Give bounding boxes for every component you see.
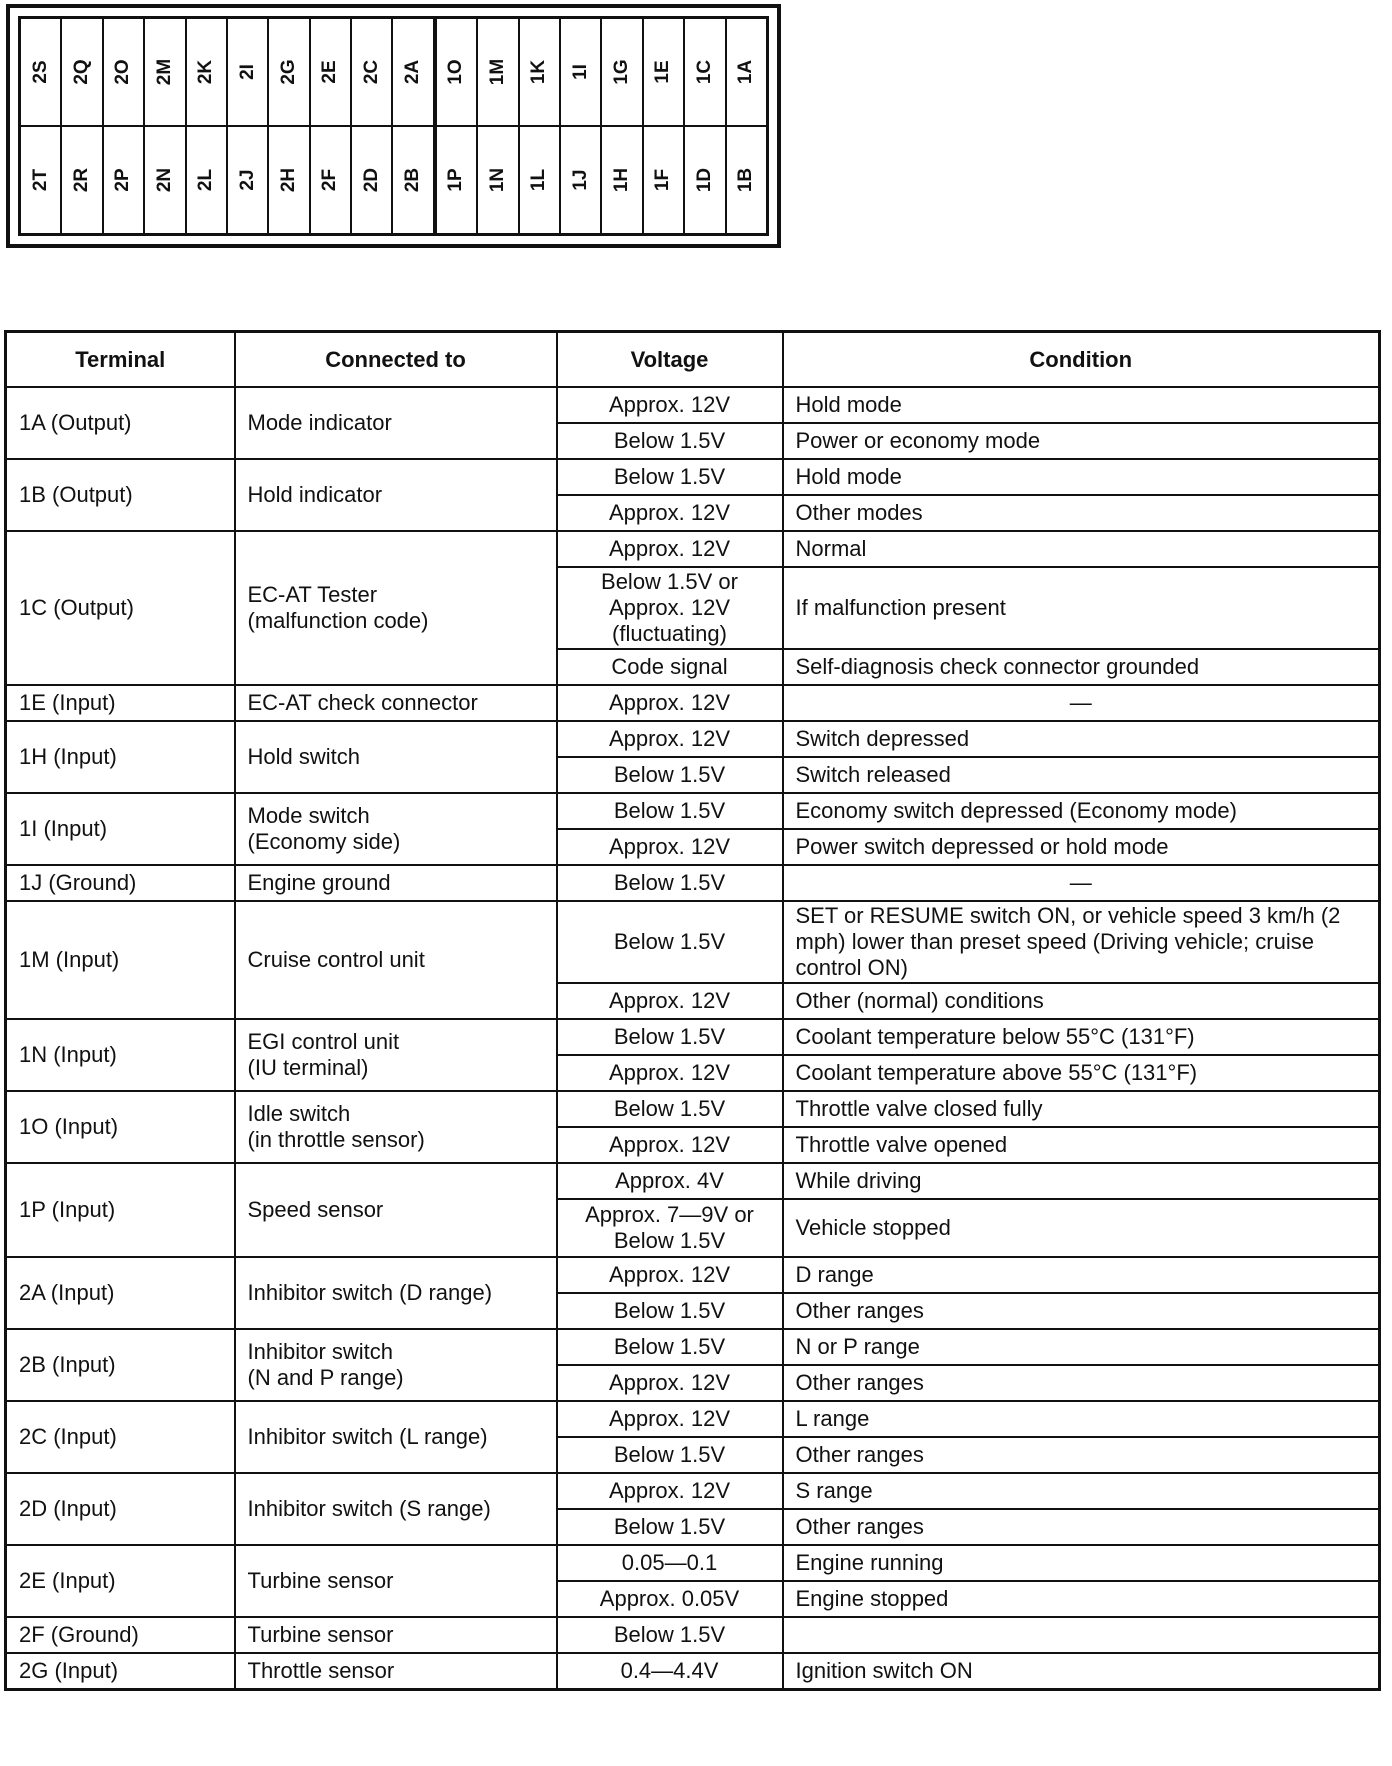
connector-pin — [311, 127, 352, 233]
cell-condition: Economy switch depressed (Economy mode) — [783, 793, 1380, 829]
table-row — [6, 685, 1380, 721]
cell-condition: Other ranges — [783, 1509, 1380, 1545]
connector-diagram — [6, 4, 781, 248]
connector-pin — [269, 127, 310, 233]
pin-label: 1G — [611, 59, 633, 85]
connector-pin — [561, 19, 602, 125]
pin-label: 2A — [402, 59, 424, 85]
cell-terminal: 1I (Input) — [6, 793, 235, 865]
table-row — [6, 793, 1380, 829]
cell-voltage: Approx. 12V — [557, 1365, 783, 1401]
cell-connected-to: EGI control unit (IU terminal) — [235, 1019, 557, 1091]
pin-label: 1K — [528, 59, 550, 85]
connector-pin — [62, 19, 103, 125]
pin-row-bottom — [21, 125, 433, 233]
cell-voltage: Approx. 12V — [557, 495, 783, 531]
cell-condition: Power or economy mode — [783, 423, 1380, 459]
table-row — [6, 1617, 1380, 1653]
cell-voltage: Below 1.5V — [557, 757, 783, 793]
pin-label: 1E — [652, 60, 674, 84]
cell-terminal: 1J (Ground) — [6, 865, 235, 901]
connector-pin — [478, 19, 519, 125]
cell-voltage: Below 1.5V — [557, 1509, 783, 1545]
cell-condition: L range — [783, 1401, 1380, 1437]
cell-terminal: 2B (Input) — [6, 1329, 235, 1401]
pin-row-top — [21, 19, 433, 125]
cell-condition: D range — [783, 1257, 1380, 1293]
connector-pin — [145, 19, 186, 125]
pin-label: 2G — [277, 59, 299, 85]
connector-pin — [685, 19, 726, 125]
pin-label: 2O — [112, 59, 134, 85]
cell-terminal: 2A (Input) — [6, 1257, 235, 1329]
pin-label: 1D — [693, 167, 715, 193]
cell-voltage: Approx. 12V — [557, 721, 783, 757]
table-row — [6, 721, 1380, 757]
cell-condition: Throttle valve closed fully — [783, 1091, 1380, 1127]
cell-voltage: Below 1.5V — [557, 901, 783, 983]
cell-condition: Ignition switch ON — [783, 1653, 1380, 1690]
pin-label: 1B — [735, 167, 757, 193]
pin-label: 2L — [195, 168, 217, 192]
cell-condition: Other ranges — [783, 1365, 1380, 1401]
cell-voltage: Below 1.5V — [557, 1329, 783, 1365]
pin-label: 2J — [236, 169, 258, 191]
pin-label: 1I — [569, 64, 591, 80]
table-row — [6, 865, 1380, 901]
connector-pin — [352, 19, 393, 125]
cell-condition: — — [783, 685, 1380, 721]
cell-condition: Other ranges — [783, 1437, 1380, 1473]
pin-label: 2M — [153, 58, 175, 86]
connector-half-2 — [21, 19, 433, 233]
connector-pin — [393, 19, 432, 125]
cell-terminal: 2E (Input) — [6, 1545, 235, 1617]
header-condition: Condition — [783, 332, 1380, 388]
cell-condition — [783, 1617, 1380, 1653]
cell-terminal: 2D (Input) — [6, 1473, 235, 1545]
cell-voltage: 0.05—0.1 — [557, 1545, 783, 1581]
table-row — [6, 387, 1380, 423]
cell-condition: Normal — [783, 531, 1380, 567]
cell-connected-to: Turbine sensor — [235, 1617, 557, 1653]
pin-label: 1F — [652, 168, 674, 192]
table-row — [6, 1401, 1380, 1437]
cell-connected-to: Hold switch — [235, 721, 557, 793]
header-terminal: Terminal — [6, 332, 235, 388]
pin-label: 2E — [319, 60, 341, 84]
connector-pin — [62, 127, 103, 233]
cell-connected-to: EC-AT Tester (malfunction code) — [235, 531, 557, 685]
cell-condition: Vehicle stopped — [783, 1199, 1380, 1257]
cell-connected-to: Hold indicator — [235, 459, 557, 531]
cell-terminal: 1B (Output) — [6, 459, 235, 531]
cell-condition: Engine running — [783, 1545, 1380, 1581]
table-row — [6, 901, 1380, 983]
cell-voltage: Below 1.5V — [557, 793, 783, 829]
cell-voltage: Below 1.5V — [557, 423, 783, 459]
cell-condition: Coolant temperature above 55°C (131°F) — [783, 1055, 1380, 1091]
cell-terminal: 1C (Output) — [6, 531, 235, 685]
connector-pin — [437, 19, 478, 125]
cell-connected-to: Cruise control unit — [235, 901, 557, 1019]
connector-pin — [520, 19, 561, 125]
connector-pin — [228, 127, 269, 233]
cell-voltage: Approx. 12V — [557, 983, 783, 1019]
cell-voltage: Below 1.5V — [557, 1091, 783, 1127]
connector-pin — [727, 19, 766, 125]
table-header-row — [6, 332, 1380, 388]
connector-pin — [393, 127, 432, 233]
connector-pin — [437, 127, 478, 233]
cell-condition: If malfunction present — [783, 567, 1380, 649]
cell-terminal: 1P (Input) — [6, 1163, 235, 1257]
cell-voltage: Code signal — [557, 649, 783, 685]
cell-voltage: Below 1.5V — [557, 1617, 783, 1653]
table-row — [6, 1257, 1380, 1293]
cell-condition: S range — [783, 1473, 1380, 1509]
cell-terminal: 1E (Input) — [6, 685, 235, 721]
pin-label: 2N — [153, 167, 175, 193]
cell-condition: Power switch depressed or hold mode — [783, 829, 1380, 865]
header-connected-to: Connected to — [235, 332, 557, 388]
connector-pin — [561, 127, 602, 233]
cell-voltage: Approx. 12V — [557, 1127, 783, 1163]
cell-terminal: 2C (Input) — [6, 1401, 235, 1473]
cell-terminal: 2G (Input) — [6, 1653, 235, 1690]
pin-row-top — [437, 19, 766, 125]
cell-terminal: 1A (Output) — [6, 387, 235, 459]
connector-face — [18, 16, 769, 236]
cell-condition: Hold mode — [783, 459, 1380, 495]
table-row — [6, 1163, 1380, 1199]
connector-pin — [187, 127, 228, 233]
cell-condition: Other modes — [783, 495, 1380, 531]
cell-connected-to: Throttle sensor — [235, 1653, 557, 1690]
cell-voltage: Approx. 4V — [557, 1163, 783, 1199]
cell-connected-to: Inhibitor switch (S range) — [235, 1473, 557, 1545]
pin-label: 2S — [29, 60, 51, 84]
pin-label: 1J — [569, 169, 591, 191]
cell-condition: — — [783, 865, 1380, 901]
table-row — [6, 459, 1380, 495]
connector-pin — [352, 127, 393, 233]
cell-terminal: 1O (Input) — [6, 1091, 235, 1163]
table-body — [6, 387, 1380, 1690]
pin-label: 2P — [112, 168, 134, 192]
cell-voltage: Approx. 12V — [557, 1401, 783, 1437]
cell-voltage: Approx. 12V — [557, 829, 783, 865]
cell-terminal: 1M (Input) — [6, 901, 235, 1019]
cell-connected-to: Engine ground — [235, 865, 557, 901]
pin-label: 1N — [486, 167, 508, 193]
cell-condition: Throttle valve opened — [783, 1127, 1380, 1163]
header-voltage: Voltage — [557, 332, 783, 388]
cell-connected-to: Inhibitor switch (D range) — [235, 1257, 557, 1329]
connector-pin — [520, 127, 561, 233]
connector-pin — [21, 127, 62, 233]
pin-label: 1H — [611, 167, 633, 193]
cell-connected-to: Inhibitor switch (N and P range) — [235, 1329, 557, 1401]
table-row — [6, 1545, 1380, 1581]
connector-pin — [602, 19, 643, 125]
cell-voltage: Below 1.5V — [557, 865, 783, 901]
cell-voltage: Approx. 12V — [557, 1473, 783, 1509]
pin-label: 2T — [29, 168, 51, 192]
table-row — [6, 1329, 1380, 1365]
cell-voltage: Below 1.5V — [557, 1293, 783, 1329]
pin-label: 2B — [402, 167, 424, 193]
connector-pin — [478, 127, 519, 233]
cell-voltage: Approx. 12V — [557, 685, 783, 721]
cell-terminal: 1N (Input) — [6, 1019, 235, 1091]
table-row — [6, 1019, 1380, 1055]
cell-terminal: 1H (Input) — [6, 721, 235, 793]
connector-pin — [644, 19, 685, 125]
cell-connected-to: Mode indicator — [235, 387, 557, 459]
connector-pin — [727, 127, 766, 233]
cell-condition: Other (normal) conditions — [783, 983, 1380, 1019]
connector-pin — [104, 127, 145, 233]
pin-label: 2K — [195, 59, 217, 85]
cell-voltage: Approx. 7—9V or Below 1.5V — [557, 1199, 783, 1257]
cell-voltage: 0.4—4.4V — [557, 1653, 783, 1690]
table-row — [6, 531, 1380, 567]
cell-condition: SET or RESUME switch ON, or vehicle speed 3 km/h (2 mph) lower than preset speed (Driving vehicle; cruise control ON) — [783, 901, 1380, 983]
pin-label: 2D — [360, 167, 382, 193]
table-row — [6, 1653, 1380, 1690]
connector-pin — [269, 19, 310, 125]
cell-condition: Hold mode — [783, 387, 1380, 423]
cell-condition: Switch released — [783, 757, 1380, 793]
cell-condition: While driving — [783, 1163, 1380, 1199]
pin-row-bottom — [437, 125, 766, 233]
connector-pin — [187, 19, 228, 125]
cell-connected-to: EC-AT check connector — [235, 685, 557, 721]
connector-pin — [685, 127, 726, 233]
pin-label: 2C — [360, 59, 382, 85]
cell-voltage: Approx. 12V — [557, 1257, 783, 1293]
pin-label: 2F — [319, 168, 341, 192]
pin-label: 1M — [486, 58, 508, 86]
cell-connected-to: Inhibitor switch (L range) — [235, 1401, 557, 1473]
cell-voltage: Below 1.5V — [557, 1019, 783, 1055]
cell-voltage: Below 1.5V — [557, 1437, 783, 1473]
pin-label: 2H — [277, 167, 299, 193]
connector-pin — [228, 19, 269, 125]
pin-label: 1L — [528, 168, 550, 192]
cell-connected-to: Turbine sensor — [235, 1545, 557, 1617]
cell-condition: Engine stopped — [783, 1581, 1380, 1617]
connector-pin — [311, 19, 352, 125]
cell-voltage: Approx. 12V — [557, 1055, 783, 1091]
connector-pin — [644, 127, 685, 233]
pin-label: 2Q — [71, 59, 93, 85]
cell-condition: Coolant temperature below 55°C (131°F) — [783, 1019, 1380, 1055]
table-row — [6, 1473, 1380, 1509]
connector-half-1 — [433, 19, 766, 233]
terminal-table — [4, 330, 1381, 1691]
cell-connected-to: Idle switch (in throttle sensor) — [235, 1091, 557, 1163]
cell-voltage: Approx. 12V — [557, 531, 783, 567]
cell-condition: Switch depressed — [783, 721, 1380, 757]
cell-connected-to: Speed sensor — [235, 1163, 557, 1257]
cell-voltage: Below 1.5V or Approx. 12V (fluctuating) — [557, 567, 783, 649]
pin-label: 1C — [693, 59, 715, 85]
cell-condition: Self-diagnosis check connector grounded — [783, 649, 1380, 685]
pin-label: 2R — [71, 167, 93, 193]
cell-terminal: 2F (Ground) — [6, 1617, 235, 1653]
cell-voltage: Below 1.5V — [557, 459, 783, 495]
cell-connected-to: Mode switch (Economy side) — [235, 793, 557, 865]
cell-condition: Other ranges — [783, 1293, 1380, 1329]
connector-pin — [21, 19, 62, 125]
pin-label: 2I — [236, 64, 258, 80]
cell-voltage: Approx. 0.05V — [557, 1581, 783, 1617]
cell-condition: N or P range — [783, 1329, 1380, 1365]
connector-pin — [602, 127, 643, 233]
pin-label: 1A — [735, 59, 757, 85]
pin-label: 1P — [445, 168, 467, 192]
table-row — [6, 1091, 1380, 1127]
connector-pin — [145, 127, 186, 233]
cell-voltage: Approx. 12V — [557, 387, 783, 423]
pin-label: 1O — [445, 59, 467, 85]
connector-pin — [104, 19, 145, 125]
